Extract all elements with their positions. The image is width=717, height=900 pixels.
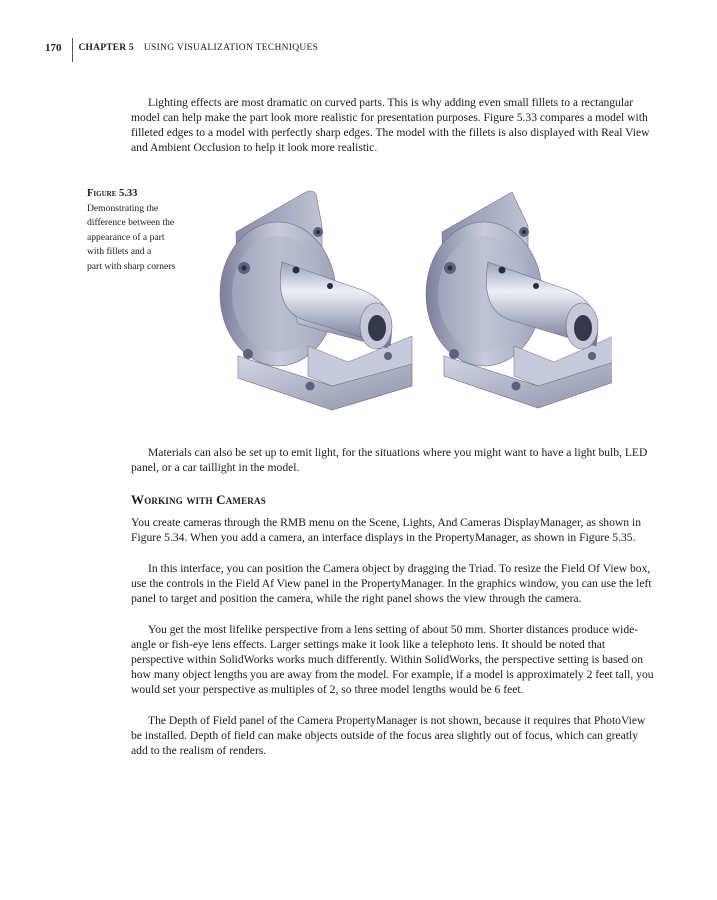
caption-line: difference between the	[87, 217, 175, 228]
paragraph-depth-of-field: The Depth of Field panel of the Camera PropertyManager is not shown, because it requires that PhotoView be installed. Depth of field can make objects outside of the focus area slightly out of focus, which can greatly add to the realism of renders.	[131, 714, 646, 757]
paragraph-materials: Materials can also be set up to emit light, for the situations where you might want to have a light bulb, LED panel, or a car taillight in the model.	[131, 446, 648, 474]
section-heading-cameras: Working with Cameras	[131, 492, 266, 507]
sharp-cornered-part	[426, 192, 612, 408]
chapter-title: USING VISUALIZATION TECHNIQUES	[143, 43, 319, 53]
figure-title: Figure 5.33	[87, 188, 138, 199]
caption-line: appearance of a part	[87, 231, 165, 243]
paragraph-create-cameras: You create cameras through the RMB menu on the Scene, Lights, And Cameras DisplayManager, as shown in Figure 5.34. When you add a camera, an interface displays in the PropertyManager, as shown in Figure 5.35.	[131, 516, 641, 544]
caption-line: part with sharp corners	[87, 260, 176, 272]
caption-line: with fillets and a	[87, 246, 152, 257]
figure-filleted-vs-sharp-parts	[212, 186, 612, 416]
figure-caption	[87, 187, 205, 274]
running-head	[45, 38, 318, 64]
paragraph-lighting-effects: Lighting effects are most dramatic on curved parts. This is why adding even small fillets to a rectangular model can help make the part look more realistic for presentation purposes. Figure 5.33 compares a model with filleted edges to a model with perfectly sharp edges. The model with the fillets is also displayed with Real View and Ambient Occlusion to help it look more realistic.	[131, 96, 650, 154]
caption-line: Demonstrating the	[87, 202, 159, 214]
paragraph-perspective: You get the most lifelike perspective from a lens setting of about 50 mm. Shorter distances produce wide-angle or fish-eye lens effects. Larger settings make it look like a telephoto lens. It should be noted that perspective within SolidWorks works much differently. Within SolidWorks, the perspective setting is based on how many object lengths you are away from the model. For example, if a model is approximately 2 feet tall, you would set your perspective as multiples of 2, so three model lengths would be 6 feet.	[131, 623, 654, 696]
paragraph-camera-interface: In this interface, you can position the Camera object by dragging the Triad. To resize the Field Of View box, use the controls in the Field Af View panel in the PropertyManager. In the graphics window, you can use the left panel to target and position the camera, while the right panel shows the view through the camera.	[131, 562, 652, 605]
page-number: 170	[45, 42, 62, 54]
header-divider	[72, 38, 73, 62]
filleted-part	[220, 191, 412, 410]
chapter-label: CHAPTER 5	[78, 43, 134, 53]
